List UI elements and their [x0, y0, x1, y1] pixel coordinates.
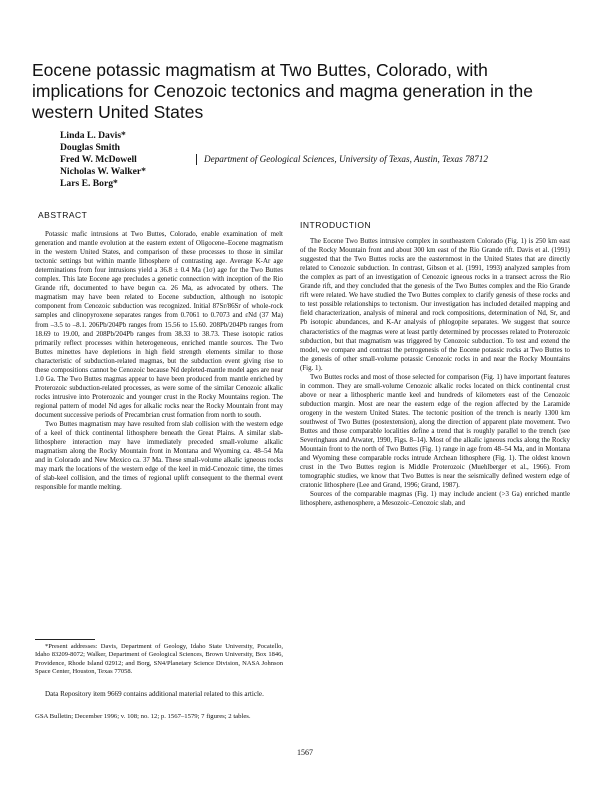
author-name: Douglas Smith [60, 142, 120, 153]
introduction-paragraph: The Eocene Two Buttes intrusive complex in southeastern Colorado (Fig. 1) is 250 km east of the Rocky Mountain front and about 300 km east of the Rio Grande rift. Davis et al. (1991) suggested that the Two Buttes rocks are the easternmost in the United States that are directly related to Cenozoic subduction. In contrast, Gibson et al. (1991, 1993) analyzed samples from the complex as part of an investigation of Cenozoic igneous rocks in a transect across the Rio Grande rift, and they concluded that the genesis of the Two Buttes complex and the Rio Grande rift were related. We have studied the Two Buttes complex to clarify genesis of these rocks and to test possible relationships to tectonism. Our investigation has included detailed mapping and field characterization, analysis of mineral and rock compositions, determination of Nd, Sr, and Pb isotopic abundances, and K-Ar analysis of phlogopite separates. We suggest that source characteristics of the magmas were at least partly determined by processes related to Proterozoic subduction, but that magmatism was triggered by Cenozoic subduction. To test and extend the model, we compare and contrast the petrogenesis of the Eocene potassic rocks at Two Buttes to the genesis of other small-volume potassic Cenozoic rocks in and near the Rocky Mountains (Fig. 1). [300, 237, 570, 372]
introduction-body [300, 237, 570, 508]
abstract-body [35, 230, 283, 492]
right-column [300, 211, 570, 508]
data-repository-note: Data Repository item 9669 contains additional material related to this article. [45, 690, 264, 698]
abstract-heading: ABSTRACT [38, 210, 88, 220]
article-title: Eocene potassic magmatism at Two Buttes, Colorado, with implications for Cenozoic tectonics and magma generation in the western United States [32, 60, 533, 122]
left-column [35, 211, 283, 492]
page-number: 1567 [297, 748, 313, 757]
abstract-paragraph: Two Buttes magmatism may have resulted from slab collision with the western edge of a keel of thick continental lithosphere beneath the Great Plains. A similar slab-lithosphere interaction may have immediately preceded small-volume alkalic magmatism along the Rocky Mountain front in Montana and Wyoming ca. 48–54 Ma and in Colorado and New Mexico ca. 37 Ma. These small-volume alkalic igneous rocks may mark the locations of the western edge of the keel in mid-Cenozoic time, the times of slab-keel collision, and the times of regional uplift consequent to the thermal event responsible for mantle melting. [35, 420, 283, 492]
author-name: Fred W. McDowell [60, 154, 137, 165]
author-affiliation: Department of Geological Sciences, University of Texas, Austin, Texas 78712 [196, 154, 584, 165]
footnote [35, 643, 283, 676]
introduction-paragraph: Sources of the comparable magmas (Fig. 1) may include ancient (>3 Ga) enriched mantle lithosphere, asthenosphere, a Mesozoic–Cenozoic slab, and [300, 490, 570, 508]
journal-citation: GSA Bulletin; December 1996; v. 108; no. 12; p. 1567–1579; 7 figures; 2 tables. [35, 713, 251, 720]
author-list [60, 130, 190, 190]
introduction-paragraph: Two Buttes rocks and most of those selected for comparison (Fig. 1) have important features in common. They are small-volume Cenozoic alkalic rocks located on thick continental crust above or near a lithospheric mantle keel and hundreds of kilometers east of the Cenozoic subduction margin. Most are near the eastern edge of the region affected by the Laramide orogeny in the western United States. The tectonic position of the trench is nearly 1300 km southwest of Two Buttes (postextension), along the direction of apparent plate movement. Two Buttes and those comparable localities define a trend that is roughly parallel to the trench (see Severinghaus and Atwater, 1990, Figs. 8–14). Most of the alkalic igneous rocks along the Rocky Mountain front to the north of Two Buttes (Fig. 1) range in age from 48–54 Ma, and in Montana and Wyoming these comparable rocks intrude Archean lithosphere (Fig. 1). The oldest known crust in the Two Buttes region is Middle Proterozoic (Muehlberger et al., 1966). From tomographic studies, we know that Two Buttes is near the seismically defined western edge of cratonic lithosphere (Lee and Grand, 1996; Grand, 1987). [300, 372, 570, 490]
abstract-paragraph: Potassic mafic intrusions at Two Buttes, Colorado, enable examination of melt generation and mantle evolution at the eastern extent of Oligocene–Eocene magmatism in the western United States, and comparison of these processes to those in similar tectonic settings but within mantle lithosphere of contrasting age. Average K-Ar age determinations from four intrusions yield a 36.8 ± 0.4 Ma (1σ) age for the Two Buttes complex. This late Eocene age precludes a genetic connection with inception of the Rio Grande rift, documented to have begun ca. 26 Ma, as advocated by others. The magmatism may have been related to Eocene subduction, although no isotopic component from Cenozoic subduction was recognized. Initial 87Sr/86Sr of whole-rock samples and clinopyroxene separates ranges from 0.7061 to 0.7073 and εNd (37 Ma) from –3.5 to –8.1. 206Pb/204Pb ranges from 15.56 to 15.60. 208Pb/204Pb ranges from 18.69 to 19.00, and 208Pb/204Pb ranges from 38.33 to 38.73. These isotopic ratios primarily reflect processes within heterogeneous, enriched mantle sources. The Two Buttes minettes have depletions in high field strength elements similar to those characteristic of subduction-related magmas, but the subduction event giving rise to these compositions cannot be Cenozoic because Nd depleted-mantle model ages are near 1.0 Ga. The Two Buttes magmas appear to have been produced from mantle enriched by Proterozoic subduction-related processes, as were some of the similar Cenozoic alkalic rocks intrusive into Proterozoic and younger crust in the Rocky Mountains region. The regional pattern of model Nd ages for alkalic rocks near the Rocky Mountain front may document successive periods of Precambrian crust formation from north to south. [35, 230, 283, 419]
footnote-text: *Present addresses: Davis, Department of Geology, Idaho State University, Pocatello, Idaho 83209-8072; Walker, Department of Geological Sciences, Brown University, Box 1846, Providence, Rhode Island 02912; and Borg, SN4/Planetary Science Division, NASA Johnson Space Center, Houston, Texas 77058. [35, 643, 283, 675]
footnote-divider [35, 639, 95, 640]
introduction-heading: INTRODUCTION [300, 220, 372, 230]
author-name: Nicholas W. Walker* [60, 166, 146, 177]
author-name: Linda L. Davis* [60, 130, 126, 141]
author-name: Lars E. Borg* [60, 178, 118, 189]
